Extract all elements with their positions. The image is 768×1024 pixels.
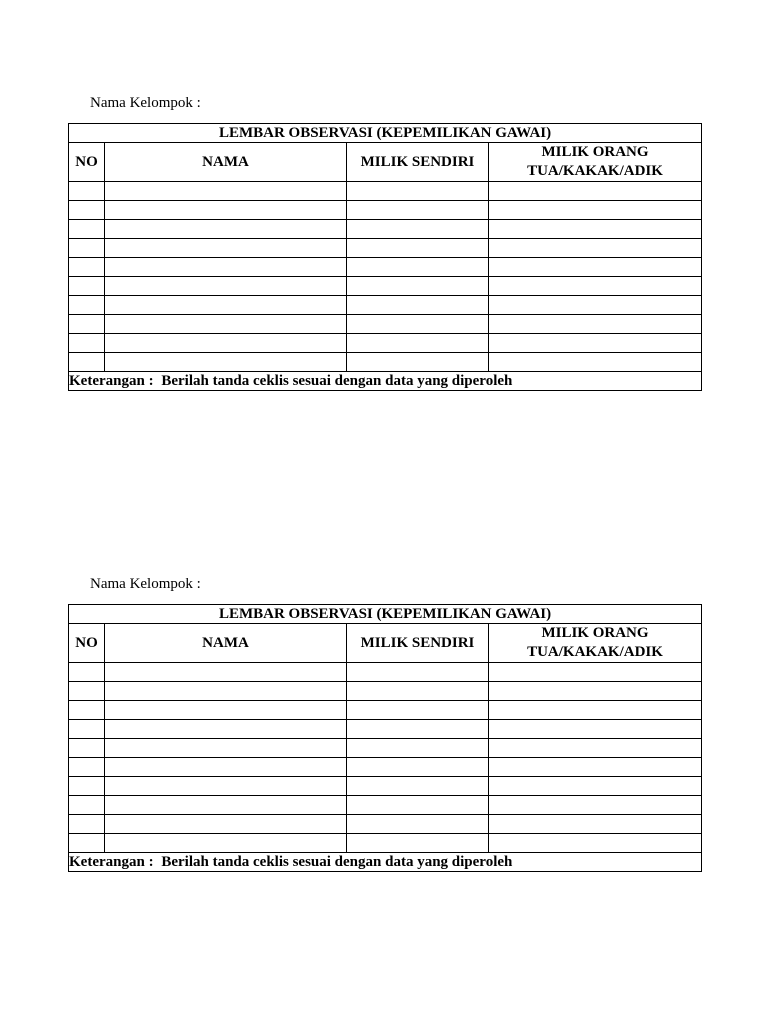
header-milik-sendiri: MILIK SENDIRI (347, 143, 489, 182)
table-title-row (69, 605, 702, 624)
table-note-row (69, 372, 702, 391)
table-row (69, 239, 702, 258)
cell-milik-sendiri (347, 353, 489, 372)
cell-milik-orang-tua (489, 682, 702, 701)
table-row (69, 701, 702, 720)
note-label: Keterangan : (69, 372, 154, 389)
cell-milik-orang-tua (489, 258, 702, 277)
cell-no (69, 777, 105, 796)
cell-nama (105, 201, 347, 220)
cell-milik-orang-tua (489, 239, 702, 258)
table-title-row (69, 124, 702, 143)
cell-nama (105, 739, 347, 758)
cell-no (69, 296, 105, 315)
table-row (69, 353, 702, 372)
table-row (69, 220, 702, 239)
table-row (69, 258, 702, 277)
header-no: NO (69, 624, 105, 663)
cell-milik-sendiri (347, 315, 489, 334)
table-note (69, 853, 702, 872)
cell-nama (105, 296, 347, 315)
cell-milik-sendiri (347, 220, 489, 239)
header-nama: NAMA (105, 143, 347, 182)
cell-no (69, 239, 105, 258)
cell-no (69, 720, 105, 739)
cell-no (69, 758, 105, 777)
cell-nama (105, 758, 347, 777)
table-row (69, 277, 702, 296)
cell-milik-sendiri (347, 777, 489, 796)
table-title: LEMBAR OBSERVASI (KEPEMILIKAN GAWAI) (69, 605, 702, 624)
cell-milik-orang-tua (489, 334, 702, 353)
cell-no (69, 277, 105, 296)
observation-table (68, 123, 702, 391)
cell-milik-sendiri (347, 239, 489, 258)
cell-nama (105, 720, 347, 739)
cell-no (69, 315, 105, 334)
cell-milik-orang-tua (489, 815, 702, 834)
cell-milik-orang-tua (489, 720, 702, 739)
cell-nama (105, 815, 347, 834)
header-milik-orang-tua (489, 624, 702, 663)
header-milik-orang-line2: TUA/KAKAK/ADIK (527, 644, 663, 660)
cell-nama (105, 701, 347, 720)
table-row (69, 663, 702, 682)
cell-no (69, 796, 105, 815)
cell-milik-orang-tua (489, 796, 702, 815)
cell-milik-orang-tua (489, 701, 702, 720)
cell-milik-sendiri (347, 334, 489, 353)
cell-milik-sendiri (347, 663, 489, 682)
cell-no (69, 682, 105, 701)
cell-milik-sendiri (347, 701, 489, 720)
table-row (69, 682, 702, 701)
cell-milik-sendiri (347, 758, 489, 777)
table-row (69, 334, 702, 353)
cell-milik-orang-tua (489, 739, 702, 758)
table-row (69, 758, 702, 777)
header-milik-sendiri: MILIK SENDIRI (347, 624, 489, 663)
table-row (69, 796, 702, 815)
note-text: Berilah tanda ceklis sesuai dengan data yang diperoleh (161, 372, 513, 389)
header-milik-orang-line1: MILIK ORANG (541, 625, 649, 641)
cell-milik-sendiri (347, 277, 489, 296)
cell-no (69, 834, 105, 853)
cell-nama (105, 220, 347, 239)
header-nama: NAMA (105, 624, 347, 663)
cell-nama (105, 682, 347, 701)
cell-nama (105, 182, 347, 201)
cell-milik-sendiri (347, 796, 489, 815)
group-name-label: Nama Kelompok : (90, 95, 201, 111)
table-row (69, 815, 702, 834)
cell-milik-orang-tua (489, 277, 702, 296)
cell-milik-orang-tua (489, 758, 702, 777)
table-row (69, 201, 702, 220)
cell-milik-orang-tua (489, 182, 702, 201)
table-row (69, 720, 702, 739)
cell-nama (105, 239, 347, 258)
cell-milik-sendiri (347, 739, 489, 758)
cell-no (69, 220, 105, 239)
cell-no (69, 739, 105, 758)
header-milik-orang-tua (489, 143, 702, 182)
table-row (69, 296, 702, 315)
observation-table (68, 604, 702, 872)
cell-nama (105, 663, 347, 682)
cell-milik-orang-tua (489, 296, 702, 315)
table-note-row (69, 853, 702, 872)
table-header-row (69, 624, 702, 663)
table-row (69, 182, 702, 201)
cell-milik-sendiri (347, 682, 489, 701)
cell-milik-orang-tua (489, 777, 702, 796)
cell-milik-orang-tua (489, 663, 702, 682)
cell-nama (105, 315, 347, 334)
cell-no (69, 663, 105, 682)
table-header-row (69, 143, 702, 182)
table-note (69, 372, 702, 391)
cell-nama (105, 258, 347, 277)
cell-no (69, 182, 105, 201)
header-milik-orang-line1: MILIK ORANG (541, 144, 649, 160)
cell-nama (105, 353, 347, 372)
cell-milik-sendiri (347, 201, 489, 220)
cell-milik-orang-tua (489, 353, 702, 372)
group-name-label: Nama Kelompok : (90, 576, 201, 592)
cell-nama (105, 277, 347, 296)
cell-milik-orang-tua (489, 834, 702, 853)
cell-no (69, 701, 105, 720)
cell-no (69, 334, 105, 353)
cell-milik-sendiri (347, 815, 489, 834)
cell-nama (105, 834, 347, 853)
cell-nama (105, 334, 347, 353)
cell-milik-sendiri (347, 720, 489, 739)
note-label: Keterangan : (69, 853, 154, 870)
cell-milik-orang-tua (489, 315, 702, 334)
table-row (69, 739, 702, 758)
table-title: LEMBAR OBSERVASI (KEPEMILIKAN GAWAI) (69, 124, 702, 143)
cell-no (69, 201, 105, 220)
cell-no (69, 815, 105, 834)
cell-milik-sendiri (347, 182, 489, 201)
cell-no (69, 258, 105, 277)
cell-milik-sendiri (347, 296, 489, 315)
note-text: Berilah tanda ceklis sesuai dengan data yang diperoleh (161, 853, 513, 870)
cell-milik-orang-tua (489, 220, 702, 239)
table-row (69, 777, 702, 796)
cell-no (69, 353, 105, 372)
header-no: NO (69, 143, 105, 182)
table-row (69, 315, 702, 334)
cell-milik-sendiri (347, 834, 489, 853)
cell-nama (105, 796, 347, 815)
cell-milik-sendiri (347, 258, 489, 277)
header-milik-orang-line2: TUA/KAKAK/ADIK (527, 163, 663, 179)
table-row (69, 834, 702, 853)
cell-nama (105, 777, 347, 796)
cell-milik-orang-tua (489, 201, 702, 220)
